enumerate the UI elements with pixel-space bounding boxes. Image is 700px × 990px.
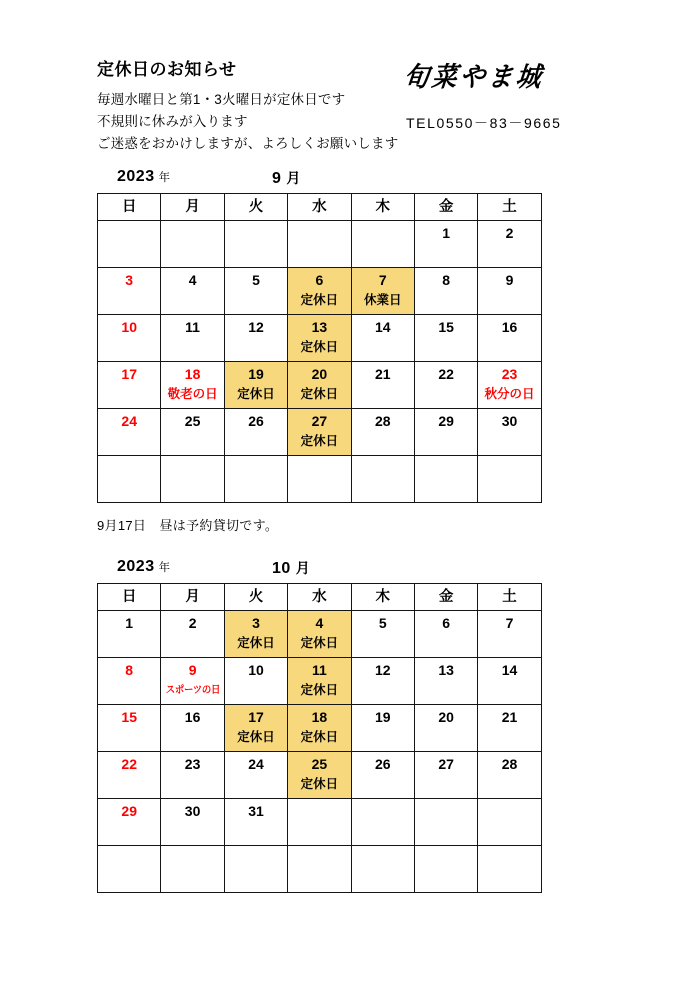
calendar-day-cell bbox=[98, 409, 161, 456]
day-cell-content bbox=[415, 752, 477, 798]
day-cell-content bbox=[98, 705, 160, 751]
calendar-day-cell bbox=[288, 315, 351, 362]
day-cell-content bbox=[288, 409, 350, 455]
calendar-day-cell bbox=[98, 268, 161, 315]
shop-logo: 旬菜やま城 bbox=[402, 60, 546, 93]
calendar-empty-cell bbox=[288, 456, 351, 503]
calendar-empty-cell bbox=[161, 846, 224, 893]
weekday-header-fri: 金 bbox=[414, 584, 477, 611]
day-number: 18 bbox=[311, 709, 328, 725]
day-cell-content bbox=[478, 409, 540, 455]
day-cell-content bbox=[415, 362, 477, 408]
year-unit: 年 bbox=[158, 562, 171, 574]
day-cell-content bbox=[98, 658, 160, 704]
day-number: 20 bbox=[438, 709, 454, 725]
day-number: 22 bbox=[121, 756, 137, 772]
day-number: 25 bbox=[311, 756, 328, 772]
calendar-day-cell bbox=[288, 268, 351, 315]
calendar-day-cell bbox=[414, 268, 477, 315]
day-cell-content bbox=[478, 362, 540, 408]
calendar-day-cell bbox=[98, 705, 161, 752]
day-cell-content bbox=[98, 456, 160, 502]
calendar-day-cell bbox=[478, 315, 541, 362]
calendar-week-row bbox=[98, 456, 542, 503]
day-cell-content bbox=[288, 752, 350, 798]
day-number: 12 bbox=[374, 662, 391, 678]
calendar-day-cell bbox=[224, 611, 287, 658]
calendar-day-cell bbox=[288, 611, 351, 658]
calendar-empty-cell bbox=[351, 456, 414, 503]
calendar-day-cell bbox=[161, 752, 224, 799]
day-cell-content bbox=[288, 846, 350, 892]
day-number: 2 bbox=[188, 615, 197, 631]
calendar-day-cell bbox=[414, 705, 477, 752]
calendar-day-cell bbox=[161, 268, 224, 315]
calendar-week-row bbox=[98, 315, 542, 362]
calendar-day-cell bbox=[351, 705, 414, 752]
day-number: 2 bbox=[505, 225, 514, 241]
calendar-empty-cell bbox=[414, 799, 477, 846]
day-cell-content bbox=[288, 611, 350, 657]
day-number: 1 bbox=[125, 615, 134, 631]
calendar-empty-cell bbox=[224, 456, 287, 503]
day-label: 定休日 bbox=[300, 730, 339, 744]
day-cell-content bbox=[415, 409, 477, 455]
year-value: 2023 bbox=[117, 168, 155, 185]
calendar-week-row bbox=[98, 752, 542, 799]
calendar-day-cell bbox=[288, 658, 351, 705]
day-cell-content bbox=[352, 221, 414, 267]
calendar-empty-cell bbox=[224, 846, 287, 893]
calendar-day-cell bbox=[414, 221, 477, 268]
calendar-day-cell bbox=[161, 705, 224, 752]
notice-line: ご迷惑をおかけしますが、よろしくお願いします bbox=[97, 136, 399, 152]
day-number: 27 bbox=[438, 756, 454, 772]
reservation-note: 9月17日 昼は予約貸切です。 bbox=[97, 518, 279, 533]
day-cell-content bbox=[225, 362, 287, 408]
calendar-empty-cell bbox=[288, 799, 351, 846]
day-cell-content bbox=[98, 362, 160, 408]
calendar-body bbox=[98, 611, 542, 893]
calendar-week-row bbox=[98, 409, 542, 456]
day-cell-content bbox=[352, 705, 414, 751]
day-cell-content bbox=[478, 799, 540, 845]
calendar-heading bbox=[97, 168, 534, 193]
weekday-header-row bbox=[98, 584, 542, 611]
day-cell-content bbox=[161, 752, 223, 798]
notice-line: 不規則に休みが入ります bbox=[97, 114, 248, 130]
day-cell-content bbox=[352, 846, 414, 892]
calendar-week-row bbox=[98, 362, 542, 409]
day-number: 3 bbox=[125, 272, 134, 288]
year-unit: 年 bbox=[158, 172, 171, 184]
day-number: 23 bbox=[184, 756, 201, 772]
day-number: 8 bbox=[442, 272, 451, 288]
day-cell-content bbox=[352, 456, 414, 502]
day-number: 16 bbox=[501, 319, 518, 335]
day-number: 14 bbox=[501, 662, 518, 678]
day-cell-content bbox=[98, 315, 160, 361]
day-label: 定休日 bbox=[300, 293, 339, 307]
day-cell-content bbox=[478, 456, 540, 502]
day-cell-content bbox=[225, 799, 287, 845]
calendar-empty-cell bbox=[478, 846, 541, 893]
calendar-empty-cell bbox=[351, 221, 414, 268]
day-cell-content bbox=[415, 846, 477, 892]
day-label: 定休日 bbox=[300, 777, 339, 791]
calendar-day-cell bbox=[98, 658, 161, 705]
day-cell-content bbox=[161, 268, 223, 314]
day-cell-content bbox=[415, 799, 477, 845]
calendar-month bbox=[272, 168, 301, 188]
day-cell-content bbox=[225, 315, 287, 361]
day-number: 15 bbox=[121, 709, 137, 725]
day-cell-content bbox=[288, 705, 350, 751]
calendar-day-cell bbox=[414, 752, 477, 799]
calendar-week-row bbox=[98, 221, 542, 268]
day-cell-content bbox=[288, 658, 350, 704]
month-value: 9 bbox=[272, 170, 282, 187]
calendar-day-cell bbox=[224, 362, 287, 409]
calendar-day-cell bbox=[288, 752, 351, 799]
calendar-day-cell bbox=[414, 315, 477, 362]
calendar-day-cell bbox=[161, 315, 224, 362]
calendar-day-cell bbox=[224, 705, 287, 752]
day-number: 10 bbox=[121, 319, 137, 335]
telephone-number: TEL0550－83－9665 bbox=[406, 115, 562, 131]
day-cell-content bbox=[478, 611, 540, 657]
day-number: 19 bbox=[374, 709, 391, 725]
calendar-day-cell bbox=[98, 362, 161, 409]
day-cell-content bbox=[352, 611, 414, 657]
calendar-empty-cell bbox=[478, 799, 541, 846]
calendar-day-cell bbox=[351, 315, 414, 362]
calendar-empty-cell bbox=[98, 846, 161, 893]
day-cell-content bbox=[415, 611, 477, 657]
day-number: 21 bbox=[374, 366, 391, 382]
calendar-day-cell bbox=[478, 362, 541, 409]
day-cell-content bbox=[225, 221, 287, 267]
day-cell-content bbox=[352, 409, 414, 455]
day-cell-content bbox=[478, 268, 540, 314]
calendar-day-cell bbox=[288, 409, 351, 456]
calendar-empty-cell bbox=[224, 221, 287, 268]
calendar-day-cell bbox=[224, 799, 287, 846]
day-cell-content bbox=[352, 362, 414, 408]
calendar-day-cell bbox=[478, 705, 541, 752]
day-number: 24 bbox=[121, 413, 137, 429]
calendar-week-row bbox=[98, 658, 542, 705]
day-cell-content bbox=[161, 846, 223, 892]
day-cell-content bbox=[352, 752, 414, 798]
day-label: 定休日 bbox=[237, 730, 275, 744]
month-value: 10 bbox=[272, 560, 291, 577]
day-number: 4 bbox=[188, 272, 197, 288]
day-cell-content bbox=[415, 221, 477, 267]
weekday-header-row bbox=[98, 194, 542, 221]
calendar-year bbox=[117, 168, 171, 186]
calendar-empty-cell bbox=[414, 456, 477, 503]
day-cell-content bbox=[161, 799, 223, 845]
calendar-table-october bbox=[97, 583, 542, 893]
day-cell-content bbox=[288, 221, 350, 267]
day-cell-content bbox=[478, 315, 540, 361]
day-number: 12 bbox=[248, 319, 264, 335]
calendar-day-cell bbox=[224, 409, 287, 456]
day-cell-content bbox=[98, 611, 160, 657]
day-number: 27 bbox=[311, 413, 328, 429]
day-number: 7 bbox=[505, 615, 514, 631]
day-number: 6 bbox=[442, 615, 451, 631]
day-number: 13 bbox=[311, 319, 328, 335]
calendar-week-row bbox=[98, 268, 542, 315]
day-cell-content bbox=[352, 799, 414, 845]
day-cell-content bbox=[225, 752, 287, 798]
day-label: 秋分の日 bbox=[484, 387, 535, 401]
day-cell-content bbox=[161, 409, 223, 455]
day-cell-content bbox=[478, 221, 540, 267]
month-unit: 月 bbox=[295, 560, 311, 576]
calendar-week-row bbox=[98, 799, 542, 846]
calendar-day-cell bbox=[98, 611, 161, 658]
calendar-day-cell bbox=[351, 752, 414, 799]
day-number: 17 bbox=[121, 366, 137, 382]
day-label: 定休日 bbox=[300, 683, 339, 697]
day-cell-content bbox=[98, 268, 160, 314]
day-number: 23 bbox=[501, 366, 518, 382]
day-number: 1 bbox=[442, 225, 451, 241]
day-label: スポーツの日 bbox=[165, 685, 220, 696]
calendar-day-cell bbox=[478, 221, 541, 268]
day-number: 9 bbox=[188, 662, 197, 678]
calendar-september bbox=[97, 168, 534, 503]
day-number: 6 bbox=[315, 272, 324, 288]
weekday-header-wed: 水 bbox=[288, 584, 351, 611]
day-number: 11 bbox=[311, 662, 327, 678]
day-cell-content bbox=[478, 658, 540, 704]
calendar-empty-cell bbox=[98, 221, 161, 268]
calendar-month bbox=[272, 558, 310, 578]
day-number: 31 bbox=[248, 803, 264, 819]
day-label: 休業日 bbox=[364, 293, 402, 307]
year-value: 2023 bbox=[117, 558, 155, 575]
day-number: 22 bbox=[438, 366, 454, 382]
day-cell-content bbox=[478, 705, 540, 751]
calendar-day-cell bbox=[98, 315, 161, 362]
day-cell-content bbox=[352, 658, 414, 704]
day-number: 9 bbox=[505, 272, 514, 288]
calendar-day-cell bbox=[414, 658, 477, 705]
calendar-empty-cell bbox=[478, 456, 541, 503]
weekday-header-fri: 金 bbox=[414, 194, 477, 221]
weekday-header-mon: 月 bbox=[161, 584, 224, 611]
day-number: 11 bbox=[185, 319, 200, 335]
day-number: 20 bbox=[311, 366, 328, 382]
day-number: 21 bbox=[501, 709, 518, 725]
day-number: 19 bbox=[248, 366, 264, 382]
day-label: 定休日 bbox=[237, 636, 275, 650]
day-cell-content bbox=[478, 846, 540, 892]
day-number: 30 bbox=[184, 803, 201, 819]
calendar-day-cell bbox=[351, 409, 414, 456]
day-label: 定休日 bbox=[300, 387, 339, 401]
day-cell-content bbox=[415, 456, 477, 502]
day-number: 28 bbox=[374, 413, 391, 429]
calendar-table-september bbox=[97, 193, 542, 503]
weekday-header-wed: 水 bbox=[288, 194, 351, 221]
calendar-day-cell bbox=[478, 752, 541, 799]
calendar-day-cell bbox=[351, 268, 414, 315]
calendar-empty-cell bbox=[414, 846, 477, 893]
calendar-empty-cell bbox=[351, 799, 414, 846]
day-number: 26 bbox=[248, 413, 264, 429]
day-cell-content bbox=[415, 315, 477, 361]
day-cell-content bbox=[161, 315, 223, 361]
day-cell-content bbox=[225, 846, 287, 892]
calendar-day-cell bbox=[478, 611, 541, 658]
day-label: 定休日 bbox=[300, 340, 339, 354]
calendar-empty-cell bbox=[288, 221, 351, 268]
calendar-day-cell bbox=[288, 705, 351, 752]
day-label: 定休日 bbox=[237, 387, 275, 401]
day-number: 3 bbox=[252, 615, 260, 631]
weekday-header-sun: 日 bbox=[98, 194, 161, 221]
day-number: 4 bbox=[315, 615, 324, 631]
day-cell-content bbox=[415, 705, 477, 751]
calendar-day-cell bbox=[224, 268, 287, 315]
calendar-day-cell bbox=[161, 658, 224, 705]
calendar-day-cell bbox=[98, 799, 161, 846]
day-cell-content bbox=[225, 658, 287, 704]
calendar-empty-cell bbox=[161, 456, 224, 503]
calendar-day-cell bbox=[224, 658, 287, 705]
calendar-week-row bbox=[98, 611, 542, 658]
calendar-day-cell bbox=[224, 752, 287, 799]
day-number: 13 bbox=[438, 662, 454, 678]
weekday-header-thu: 木 bbox=[351, 584, 414, 611]
calendar-day-cell bbox=[414, 611, 477, 658]
day-label: 敬老の日 bbox=[167, 387, 218, 401]
day-number: 7 bbox=[378, 272, 387, 288]
weekday-header-tue: 火 bbox=[224, 584, 287, 611]
day-cell-content bbox=[98, 752, 160, 798]
day-number: 25 bbox=[184, 413, 201, 429]
calendar-day-cell bbox=[351, 362, 414, 409]
day-cell-content bbox=[415, 658, 477, 704]
calendar-week-row bbox=[98, 846, 542, 893]
day-cell-content bbox=[352, 268, 414, 314]
day-label: 定休日 bbox=[300, 434, 339, 448]
day-cell-content bbox=[415, 268, 477, 314]
weekday-header-thu: 木 bbox=[351, 194, 414, 221]
calendar-empty-cell bbox=[351, 846, 414, 893]
calendar-day-cell bbox=[98, 752, 161, 799]
calendar-day-cell bbox=[288, 362, 351, 409]
day-cell-content bbox=[225, 268, 287, 314]
calendar-day-cell bbox=[224, 315, 287, 362]
calendar-day-cell bbox=[351, 658, 414, 705]
day-number: 14 bbox=[374, 319, 391, 335]
day-number: 10 bbox=[248, 662, 264, 678]
weekday-header-sun: 日 bbox=[98, 584, 161, 611]
day-cell-content bbox=[161, 705, 223, 751]
day-cell-content bbox=[98, 799, 160, 845]
day-cell-content bbox=[161, 456, 223, 502]
day-number: 5 bbox=[378, 615, 387, 631]
day-number: 30 bbox=[501, 413, 518, 429]
weekday-header-tue: 火 bbox=[224, 194, 287, 221]
calendar-day-cell bbox=[161, 362, 224, 409]
day-number: 5 bbox=[252, 272, 260, 288]
calendar-day-cell bbox=[478, 658, 541, 705]
day-cell-content bbox=[225, 456, 287, 502]
day-number: 29 bbox=[121, 803, 137, 819]
calendar-day-cell bbox=[161, 409, 224, 456]
weekday-header-sat: 土 bbox=[478, 584, 541, 611]
day-cell-content bbox=[225, 705, 287, 751]
calendar-body bbox=[98, 221, 542, 503]
calendar-day-cell bbox=[161, 611, 224, 658]
day-cell-content bbox=[98, 221, 160, 267]
page-title: 定休日のお知らせ bbox=[97, 60, 237, 79]
day-cell-content bbox=[352, 315, 414, 361]
calendar-heading bbox=[97, 558, 534, 583]
calendar-day-cell bbox=[478, 409, 541, 456]
day-cell-content bbox=[288, 268, 350, 314]
calendar-october bbox=[97, 558, 534, 893]
calendar-empty-cell bbox=[98, 456, 161, 503]
day-number: 16 bbox=[184, 709, 201, 725]
day-cell-content bbox=[161, 221, 223, 267]
day-number: 29 bbox=[438, 413, 454, 429]
day-cell-content bbox=[288, 799, 350, 845]
day-number: 8 bbox=[125, 662, 134, 678]
weekday-header-sat: 土 bbox=[478, 194, 541, 221]
day-cell-content bbox=[161, 362, 223, 408]
day-cell-content bbox=[225, 611, 287, 657]
calendar-empty-cell bbox=[161, 221, 224, 268]
weekday-header-mon: 月 bbox=[161, 194, 224, 221]
day-cell-content bbox=[98, 409, 160, 455]
day-cell-content bbox=[161, 658, 223, 704]
day-number: 15 bbox=[438, 319, 454, 335]
calendar-day-cell bbox=[351, 611, 414, 658]
calendar-day-cell bbox=[478, 268, 541, 315]
day-number: 28 bbox=[501, 756, 518, 772]
calendar-week-row bbox=[98, 705, 542, 752]
calendar-day-cell bbox=[414, 409, 477, 456]
day-cell-content bbox=[478, 752, 540, 798]
day-cell-content bbox=[288, 315, 350, 361]
day-cell-content bbox=[288, 362, 350, 408]
day-label: 定休日 bbox=[300, 636, 339, 650]
calendar-day-cell bbox=[414, 362, 477, 409]
day-number: 17 bbox=[248, 709, 264, 725]
notice-line: 毎週水曜日と第1・3火曜日が定休日です bbox=[97, 92, 346, 108]
month-unit: 月 bbox=[286, 170, 301, 186]
day-cell-content bbox=[161, 611, 223, 657]
day-number: 18 bbox=[184, 366, 201, 382]
day-cell-content bbox=[225, 409, 287, 455]
calendar-year bbox=[117, 558, 171, 576]
day-cell-content bbox=[288, 456, 350, 502]
day-number: 24 bbox=[248, 756, 264, 772]
day-cell-content bbox=[98, 846, 160, 892]
day-number: 26 bbox=[374, 756, 391, 772]
calendar-day-cell bbox=[161, 799, 224, 846]
calendar-empty-cell bbox=[288, 846, 351, 893]
